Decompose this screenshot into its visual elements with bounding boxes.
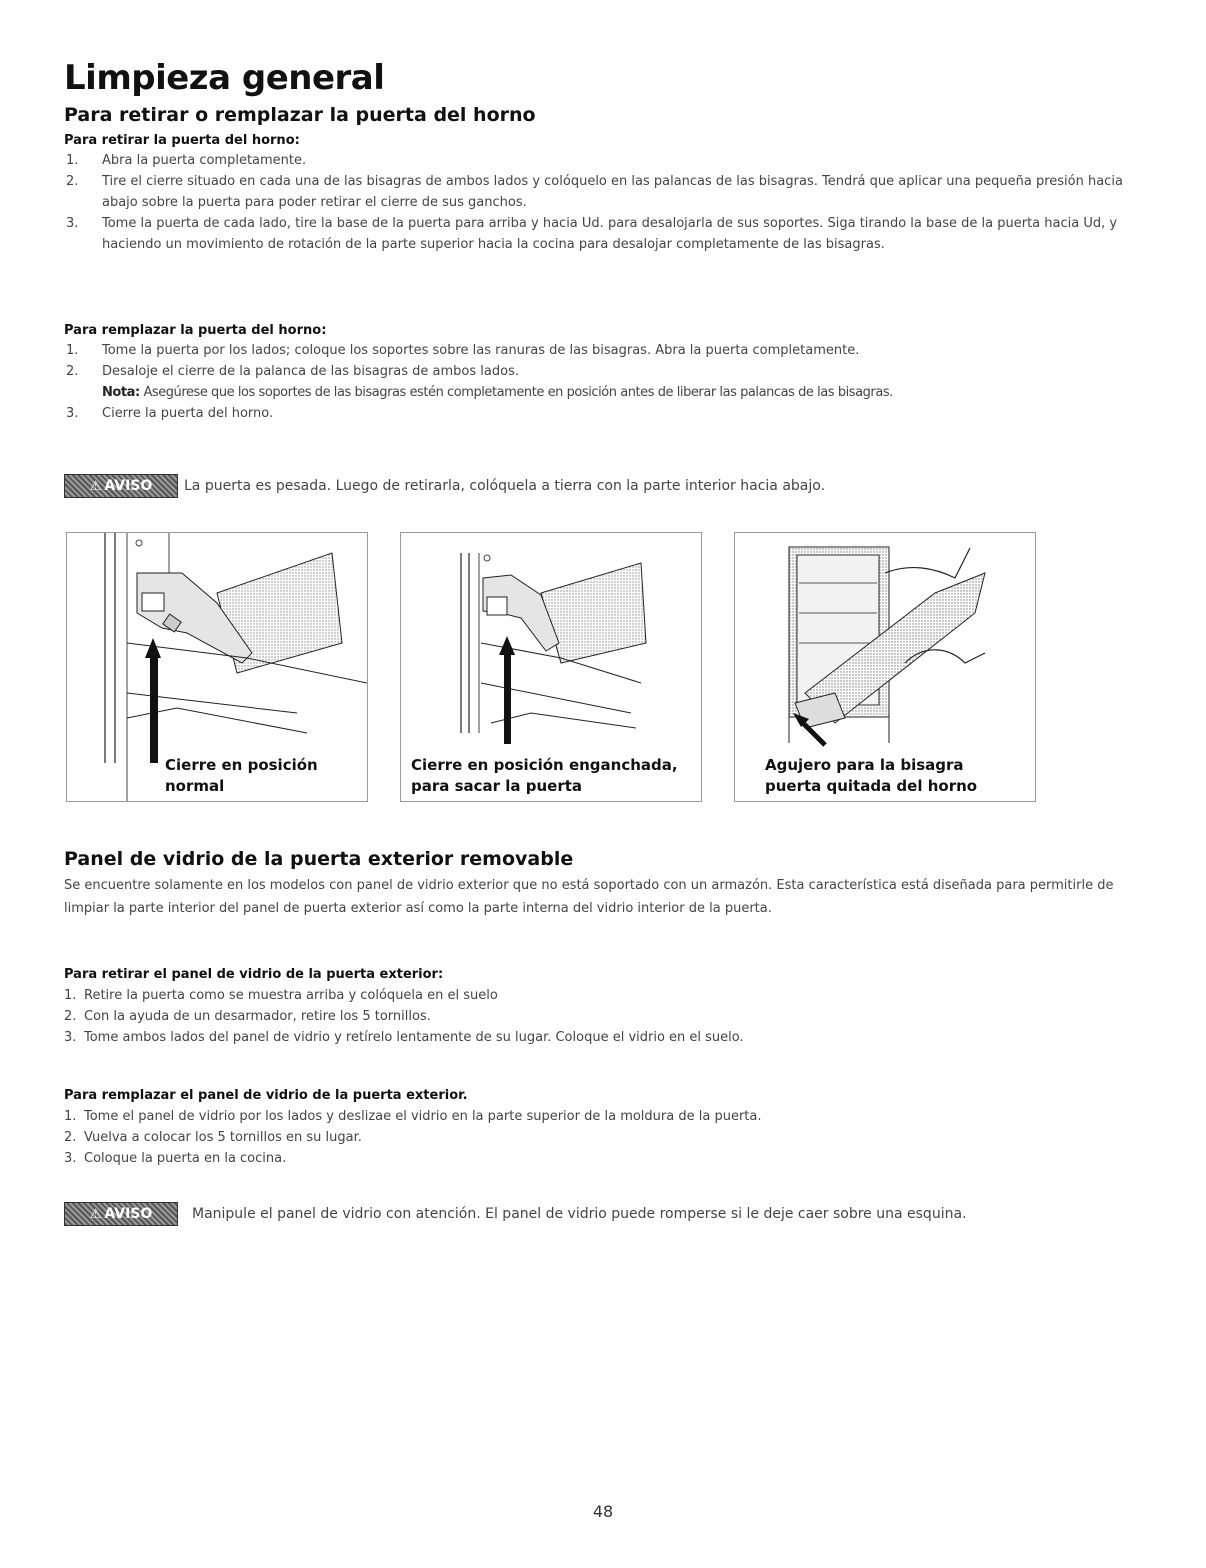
figure-caption: Cierre en posición normal xyxy=(165,756,318,795)
remove-glass-steps xyxy=(64,985,1154,1048)
list-item: 2. Vuelva a colocar los 5 tornillos en su lugar. xyxy=(64,1130,362,1145)
list-item: 1. Tome el panel de vidrio por los lados y deslizae el vidrio en la parte superior de la moldura de la puerta. xyxy=(64,1109,762,1124)
warning-glass-fragile xyxy=(64,1202,966,1226)
list-item: 3. Coloque la puerta en la cocina. xyxy=(64,1151,287,1166)
page-title: Limpieza general xyxy=(64,58,385,98)
warning-icon: ⚠ xyxy=(89,1206,102,1222)
list-item: 3. Cierre la puerta del horno. xyxy=(66,406,274,421)
list-item: 2. Desaloje el cierre de la palanca de las bisagras de ambos lados. xyxy=(66,364,519,379)
replace-door-steps xyxy=(64,340,1154,424)
list-item: 2. Tire el cierre situado en cada una de las bisagras de ambos lados y colóquelo en las palancas de las bisagras. Tendrá que aplicar una pequeña presión hacia abajo sobre la puerta para poder retirar el cierre de sus ganchos. xyxy=(66,174,1123,210)
glass-panel-intro: Se encuentre solamente en los modelos con panel de vidrio exterior que no está soportado con un armazón. Esta característica está diseñada para permitirle de limpiar la parte interior del panel de puerta exterior así como la parte interna del vidrio interior de la puerta. xyxy=(64,878,1114,916)
note-text: Asegúrese que los soportes de las bisagras estén completamente en posición antes de liberar las palancas de las bisagras. xyxy=(143,385,893,400)
replace-glass-steps xyxy=(64,1106,1154,1169)
list-item: 3. Tome ambos lados del panel de vidrio y retírelo lentamente de su lugar. Coloque el vidrio en el suelo. xyxy=(64,1030,744,1045)
figure-latch-engaged xyxy=(400,532,702,802)
warning-text: La puerta es pesada. Luego de retirarla, colóquela a tierra con la parte interior hacia abajo. xyxy=(184,478,826,494)
list-item: 3. Tome la puerta de cada lado, tire la base de la puerta para arriba y hacia Ud. para desalojarla de sus soportes. Siga tirando la base de la puerta hacia Ud, y haciendo un movimiento de rotación de la parte superior hacia la cocina para desalojar completamente de las bisagras. xyxy=(66,216,1118,252)
remove-glass-block xyxy=(64,967,1154,1048)
subheading-replace-door: Para remplazar la puerta del horno: xyxy=(64,323,327,338)
figure-latch-normal xyxy=(66,532,368,802)
section-heading-door: Para retirar o remplazar la puerta del horno xyxy=(64,104,536,126)
list-item: 1. Abra la puerta completamente. xyxy=(66,153,307,168)
subheading-replace-glass: Para remplazar el panel de vidrio de la puerta exterior. xyxy=(64,1088,468,1103)
list-item: 2. Con la ayuda de un desarmador, retire los 5 tornillos. xyxy=(64,1009,431,1024)
warning-door-heavy xyxy=(64,474,825,498)
replace-door-block xyxy=(64,323,1154,424)
warning-text: Manipule el panel de vidrio con atención. El panel de vidrio puede romperse si le deje caer sobre una esquina. xyxy=(192,1206,967,1222)
warning-badge: ⚠ AVISO xyxy=(64,474,178,498)
remove-door-steps xyxy=(64,150,1154,255)
warning-icon: ⚠ xyxy=(89,478,102,494)
figure-caption: Agujero para la bisagra puerta quitada del horno xyxy=(765,756,978,795)
subheading-remove-glass: Para retirar el panel de vidrio de la puerta exterior: xyxy=(64,967,444,982)
figure-hinge-hole xyxy=(734,532,1036,802)
figure-caption: Cierre en posición enganchada, para sacar la puerta xyxy=(411,756,678,795)
replace-glass-block xyxy=(64,1088,1154,1169)
warning-badge: ⚠ AVISO xyxy=(64,1202,178,1226)
list-item: 1. Retire la puerta como se muestra arriba y colóquela en el suelo xyxy=(64,988,498,1003)
remove-door-block xyxy=(64,133,1154,255)
page-number: 48 xyxy=(592,1502,614,1521)
list-item: 1. Tome la puerta por los lados; coloque los soportes sobre las ranuras de las bisagras. Abra la puerta completamente. xyxy=(66,343,860,358)
section-heading-glass-panel: Panel de vidrio de la puerta exterior removable xyxy=(64,848,574,870)
note-label: Nota: xyxy=(102,385,140,400)
subheading-remove-door: Para retirar la puerta del horno: xyxy=(64,133,300,148)
note-item xyxy=(64,382,1154,403)
